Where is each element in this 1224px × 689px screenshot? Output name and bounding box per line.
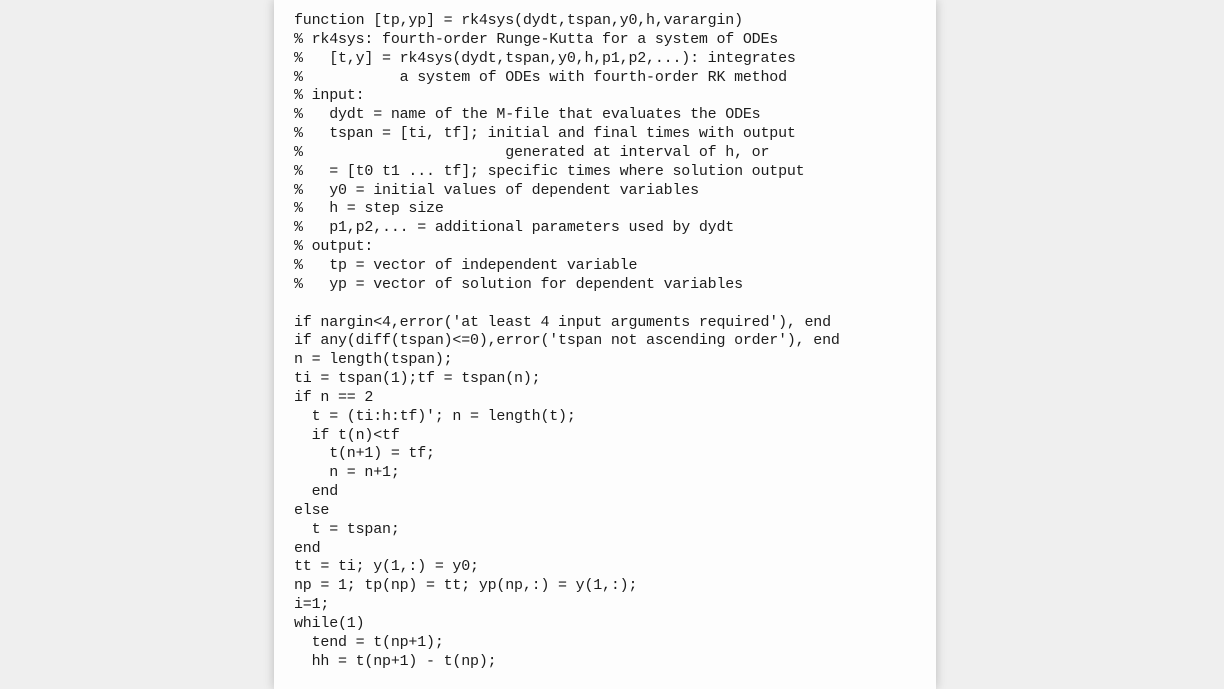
code-line: % output:: [294, 238, 374, 256]
blank-line: [294, 295, 840, 314]
code-line: if any(diff(tspan)<=0),error('tspan not ascending order'), end: [294, 332, 840, 350]
code-line: ti = tspan(1);tf = tspan(n);: [294, 370, 541, 388]
code-line: % input:: [294, 87, 365, 105]
code-line: end: [294, 483, 339, 501]
code-line: % rk4sys: fourth-order Runge-Kutta for a system of ODEs: [294, 30, 779, 48]
code-line: % yp = vector of solution for dependent variables: [294, 275, 743, 293]
code-line: if t(n)<tf: [294, 426, 400, 444]
code-line: hh = t(np+1) - t(np);: [294, 652, 497, 670]
code-line: t = tspan;: [294, 520, 400, 538]
code-line: if n == 2: [294, 388, 374, 406]
code-line: % p1,p2,... = additional parameters used by dydt: [294, 219, 735, 237]
code-line: tt = ti; y(1,:) = y0;: [294, 558, 479, 576]
code-line: tend = t(np+1);: [294, 633, 444, 651]
code-line: % generated at interval of h, or: [294, 143, 770, 161]
code-line: np = 1; tp(np) = tt; yp(np,:) = y(1,:);: [294, 577, 638, 595]
code-line: else: [294, 501, 330, 519]
code-line: i=1;: [294, 596, 330, 614]
code-line: n = n+1;: [294, 464, 400, 482]
document-page: [274, 0, 936, 689]
code-line: end: [294, 539, 321, 557]
code-line: t(n+1) = tf;: [294, 445, 435, 463]
code-line: % h = step size: [294, 200, 444, 218]
code-listing: [294, 12, 840, 672]
code-line: n = length(tspan);: [294, 351, 453, 369]
code-line: function [tp,yp] = rk4sys(dydt,tspan,y0,h,varargin): [294, 12, 743, 29]
code-line: % tspan = [ti, tf]; initial and final times with output: [294, 125, 796, 143]
code-line: while(1): [294, 615, 365, 632]
code-line: t = (ti:h:tf)'; n = length(t);: [294, 407, 576, 425]
code-line: % [t,y] = rk4sys(dydt,tspan,y0,h,p1,p2,...): integrates: [294, 49, 796, 67]
code-line: % y0 = initial values of dependent variables: [294, 181, 699, 199]
code-line: % a system of ODEs with fourth-order RK method: [294, 68, 787, 86]
code-line: % = [t0 t1 ... tf]; specific times where solution output: [294, 162, 805, 180]
code-line: % tp = vector of independent variable: [294, 256, 638, 274]
code-line: if nargin<4,error('at least 4 input arguments required'), end: [294, 313, 831, 331]
code-line: % dydt = name of the M-file that evaluates the ODEs: [294, 106, 761, 124]
